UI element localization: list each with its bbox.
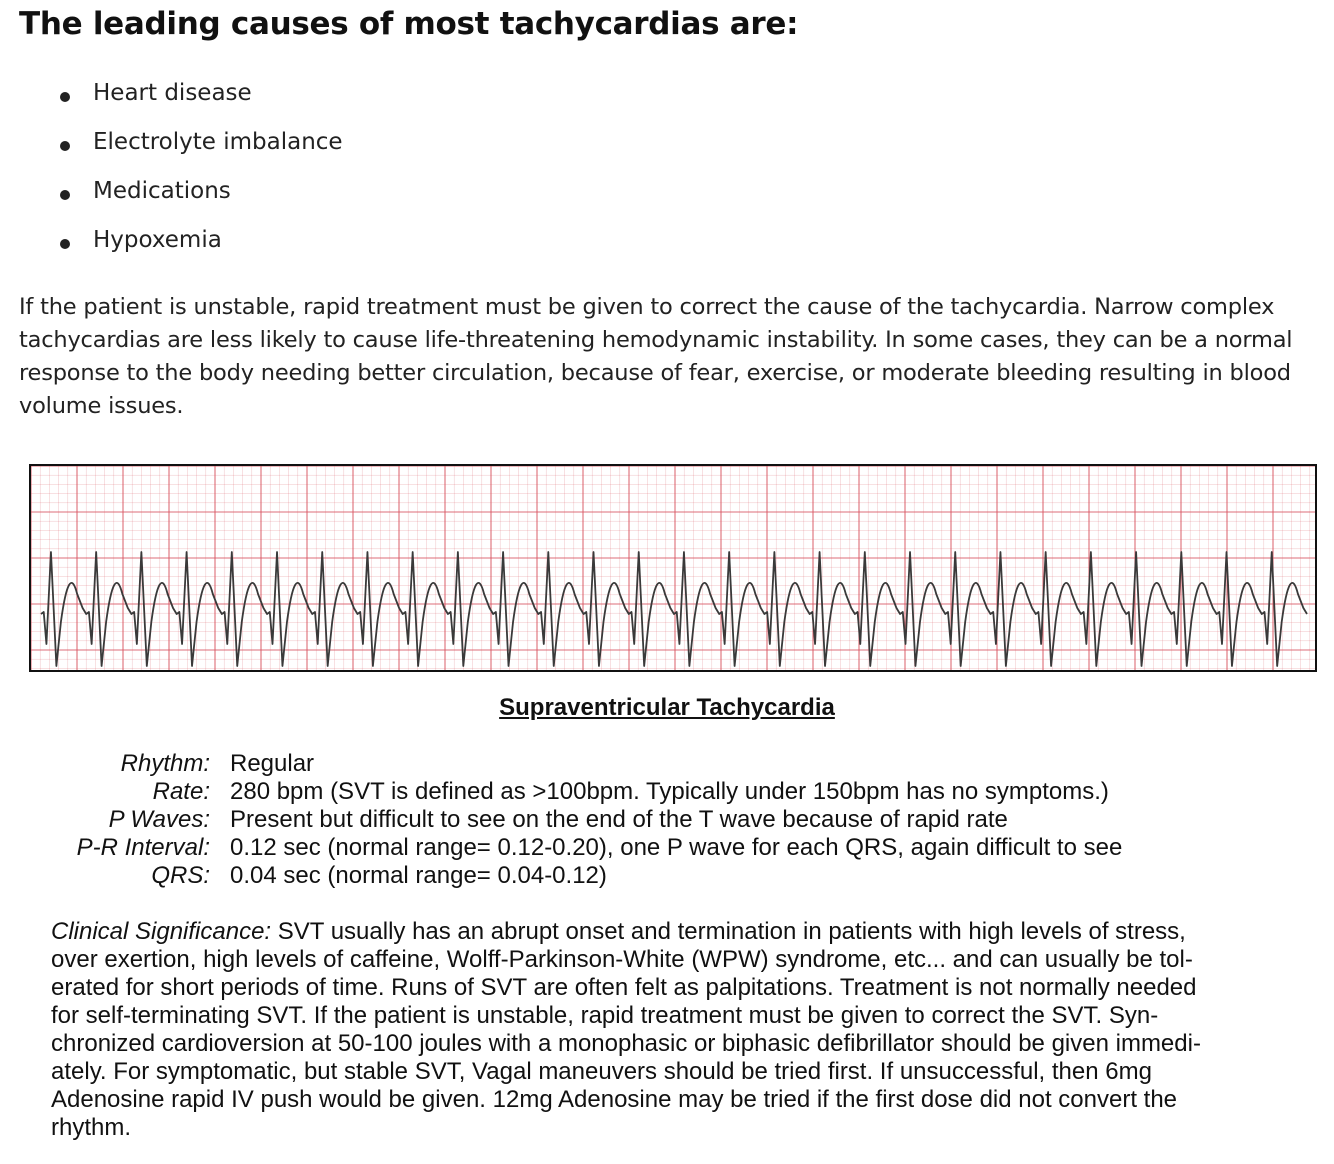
fact-row-qrs [0, 862, 1334, 890]
bullet-icon [60, 239, 70, 249]
clinical-label: Clinical Significance: [51, 918, 272, 945]
fact-label: Rhythm: [120, 750, 210, 777]
clinical-line: erated for short periods of time. Runs of SVT are often felt as palpitations. Treatment is not normally needed [51, 974, 1197, 1001]
clinical-text: SVT usually has an abrupt onset and termination in patients with high levels of stress, [271, 918, 1186, 945]
ecg-caption: Supraventricular Tachycardia [499, 694, 835, 721]
bullet-icon [60, 92, 70, 102]
fact-value: Present but difficult to see on the end of the T wave because of rapid rate [230, 806, 1008, 833]
ecg-grid [31, 466, 1315, 670]
bullet-icon [60, 141, 70, 151]
fact-value: Regular [230, 750, 315, 777]
fact-row-pr-interval [0, 834, 1334, 862]
paragraph-line: tachycardias are less likely to cause life-threatening hemodynamic instability. In some cases, they can be a normal [19, 327, 1293, 353]
fact-label: P Waves: [108, 806, 210, 833]
cause-text: Electrolyte imbalance [93, 129, 343, 155]
paragraph-line: response to the body needing better circulation, because of fear, exercise, or moderate bleeding resulting in blood [19, 360, 1291, 386]
clinical-line [51, 918, 1291, 946]
clinical-line: for self-terminating SVT. If the patient is unstable, rapid treatment must be given to correct the SVT. Syn- [51, 1002, 1159, 1029]
cause-text: Heart disease [93, 80, 252, 106]
fact-row-rhythm [0, 750, 1334, 778]
bullet-icon [60, 190, 70, 200]
cause-text: Medications [93, 178, 231, 204]
fact-label: QRS: [151, 862, 210, 889]
cause-text: Hypoxemia [93, 227, 222, 253]
ecg-strip [29, 464, 1317, 672]
rhythm-facts [0, 750, 1334, 890]
instability-paragraph [19, 291, 1329, 423]
fact-label: P-R Interval: [76, 834, 210, 861]
clinical-line: chronized cardioversion at 50-100 joules with a monophasic or biphasic defibrillator should be given immedi- [51, 1030, 1201, 1057]
paragraph-line: volume issues. [19, 393, 184, 419]
fact-value: 0.04 sec (normal range= 0.04-0.12) [230, 862, 607, 889]
ecg-trace [41, 552, 1307, 666]
clinical-line: ately. For symptomatic, but stable SVT, Vagal maneuvers should be tried first. If unsuccessful, then 6mg [51, 1058, 1152, 1085]
fact-value: 280 bpm (SVT is defined as >100bpm. Typically under 150bpm has no symptoms.) [230, 778, 1109, 805]
fact-row-p-waves [0, 806, 1334, 834]
fact-row-rate [0, 778, 1334, 806]
clinical-line: over exertion, high levels of caffeine, Wolff-Parkinson-White (WPW) syndrome, etc... and can usually be tol- [51, 946, 1193, 973]
ecg-strip-image [31, 466, 1315, 670]
fact-label: Rate: [152, 778, 210, 805]
page-heading: The leading causes of most tachycardias are: [19, 6, 799, 42]
clinical-line: rhythm. [51, 1114, 132, 1141]
fact-value: 0.12 sec (normal range= 0.12-0.20), one P wave for each QRS, again difficult to see [230, 834, 1123, 861]
paragraph-line: If the patient is unstable, rapid treatment must be given to correct the cause of the tachycardia. Narrow complex [19, 294, 1275, 320]
clinical-line: Adenosine rapid IV push would be given. 12mg Adenosine may be tried if the first dose did not convert the [51, 1086, 1178, 1113]
clinical-significance [51, 918, 1291, 1142]
